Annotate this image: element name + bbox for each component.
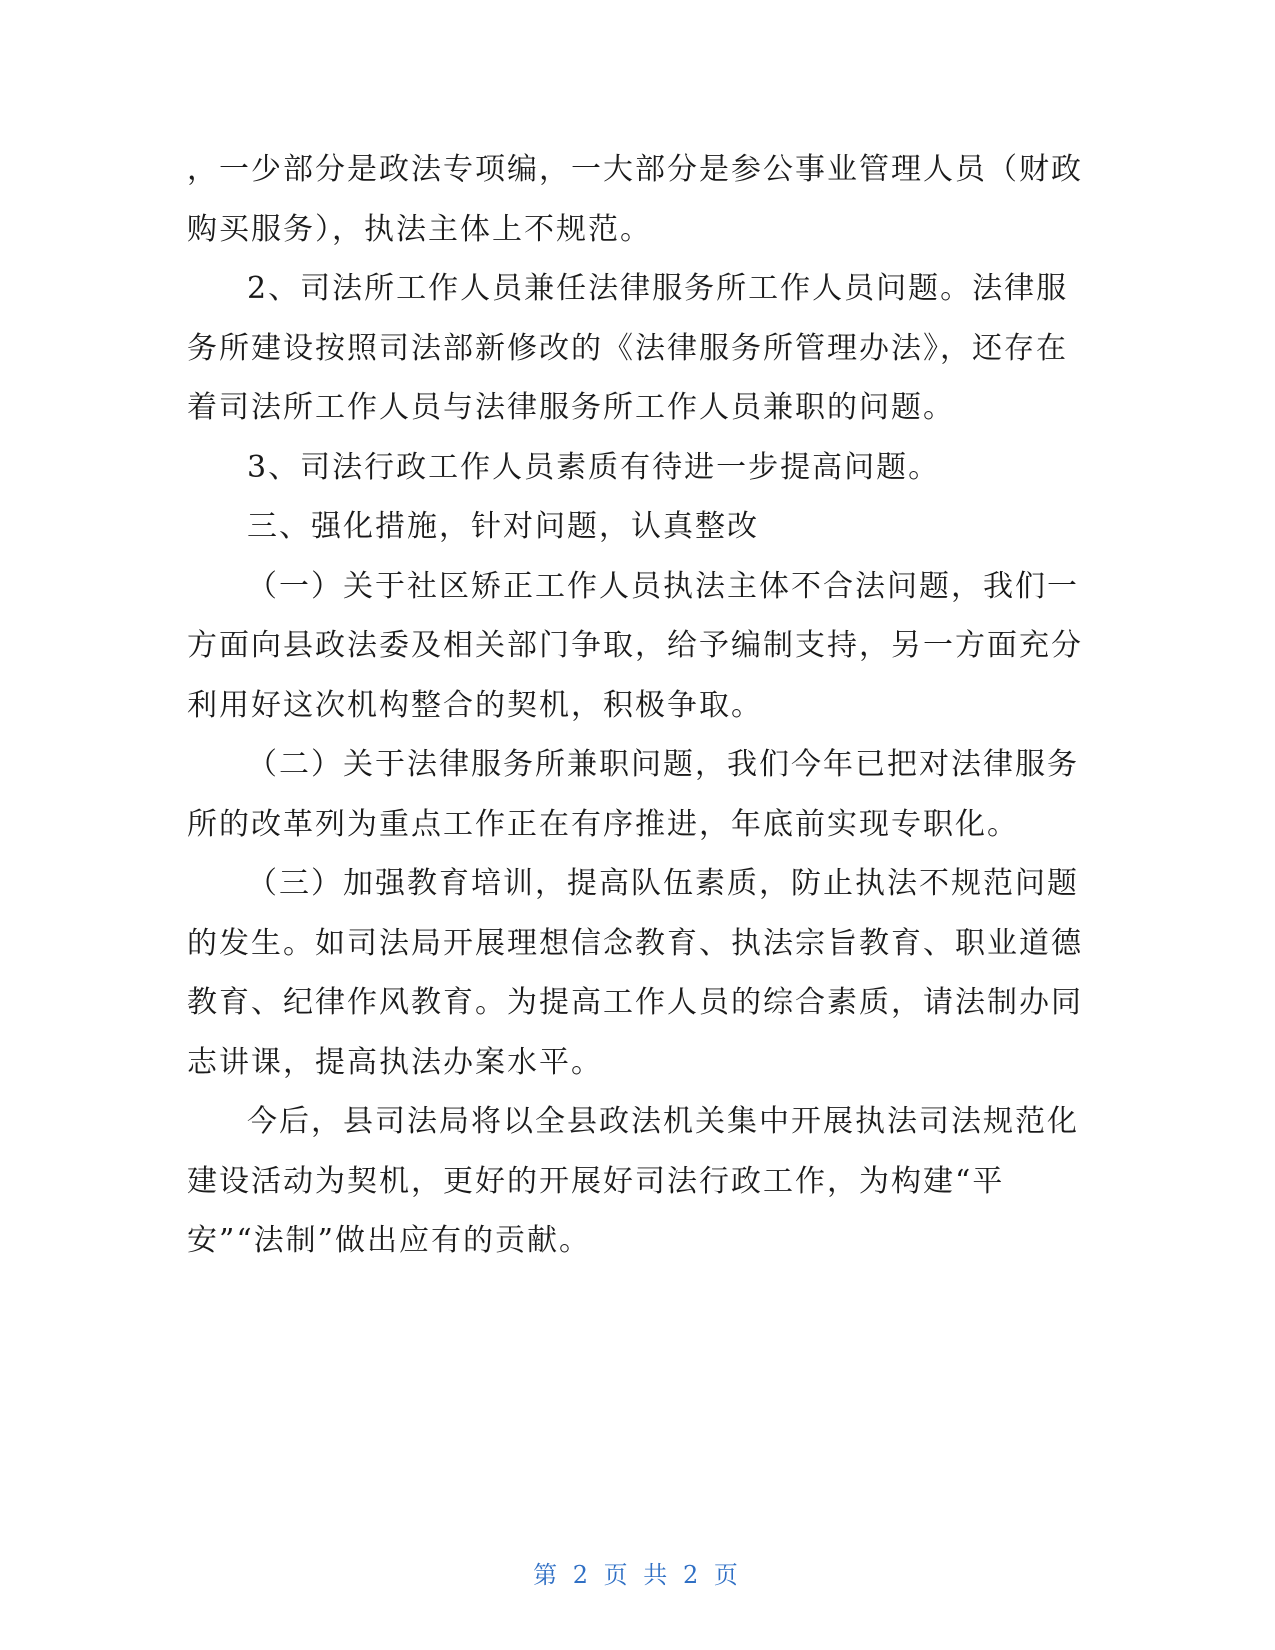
paragraph-measure-1: （一）关于社区矫正工作人员执法主体不合法问题，我们一方面向县政法委及相关部门争取，给予编制支持，另一方面充分利用好这次机构整合的契机，积极争取。: [187, 568, 1083, 723]
footer-total-pages: 2: [682, 1561, 703, 1589]
paragraph-conclusion: 今后，县司法局将以全县政法机关集中开展执法司法规范化建设活动为契机，更好的开展好司法行政工作，为构建“平安”“法制”做出应有的贡献。: [187, 1104, 1079, 1258]
footer-middle: 页 共: [603, 1561, 672, 1589]
paragraph-issue-3: 3、司法行政工作人员素质有待进一步提高问题。: [247, 449, 941, 485]
footer-suffix: 页: [713, 1561, 742, 1589]
page-footer: [0, 1555, 1275, 1590]
paragraph-issue-2: 2、司法所工作人员兼任法律服务所工作人员问题。法律服务所建设按照司法部新修改的《法律服务所管理办法》，还存在着司法所工作人员与法律服务所工作人员兼职的问题。: [187, 271, 1069, 425]
paragraph-continuation: ，一少部分是政法专项编，一大部分是参公事业管理人员（财政购买服务），执法主体上不规范。: [187, 152, 1083, 247]
section-heading: 三、强化措施，针对问题，认真整改: [247, 509, 759, 544]
footer-prefix: 第: [533, 1561, 562, 1589]
paragraph-measure-3: （三）加强教育培训，提高队伍素质，防止执法不规范问题的发生。如司法局开展理想信念教育、执法宗旨教育、职业道德教育、纪律作风教育。为提高工作人员的综合素质，请法制办同志讲课，提高执法办案水平。: [187, 866, 1083, 1080]
document-body: [187, 140, 1087, 1271]
footer-current-page: 2: [572, 1561, 593, 1589]
paragraph-measure-2: （二）关于法律服务所兼职问题，我们今年已把对法律服务所的改革列为重点工作正在有序推进，年底前实现专职化。: [187, 747, 1079, 842]
